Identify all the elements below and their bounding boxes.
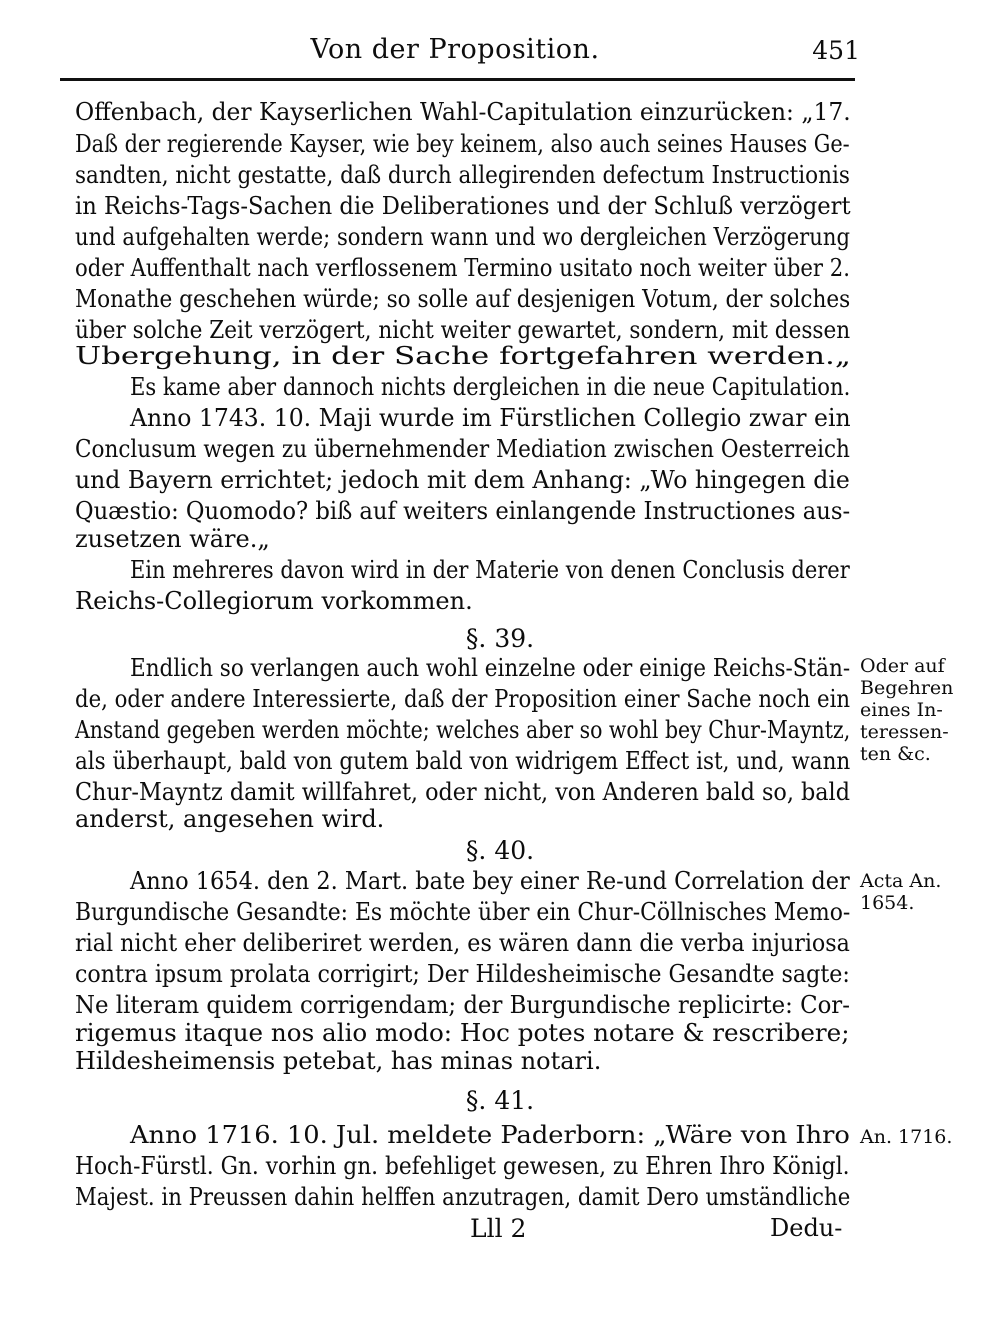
signature-mark: Lll 2	[470, 1214, 527, 1243]
text-line: Quæstio: Quomodo? biß auf weiters einlangende Instructiones aus-	[75, 497, 851, 525]
text-line: Endlich so verlangen auch wohl einzelne oder einige Reichs-Stän-	[130, 654, 851, 682]
section-heading: §. 41.	[465, 1086, 535, 1115]
text-line: Hildesheimensis petebat, has minas notari.	[75, 1047, 602, 1075]
text-line: zusetzen wäre.„	[75, 525, 270, 553]
running-title: Von der Proposition.	[310, 34, 600, 65]
text-line: Reichs-Collegiorum vorkommen.	[75, 587, 473, 615]
margin-note-line: Oder auf	[860, 655, 945, 677]
text-line: Ne literam quidem corrigendam; der Burgundische replicirte: Cor-	[75, 991, 850, 1019]
page-number: 451	[812, 36, 860, 65]
text-line: Monathe geschehen würde; so solle auf desjenigen Votum, der solches	[75, 285, 851, 313]
text-line: contra ipsum prolata corrigirt; Der Hildesheimische Gesandte sagte:	[75, 960, 850, 988]
text-line: und aufgehalten werde; sondern wann und wo dergleichen Verzögerung	[75, 223, 850, 251]
text-line: Conclusum wegen zu übernehmender Mediation zwischen Oesterreich	[75, 435, 850, 463]
margin-note-line: An. 1716.	[860, 1126, 953, 1148]
section-heading: §. 40.	[465, 836, 535, 865]
text-line: als überhaupt, bald von gutem bald von widrigem Effect ist, und, wann	[75, 747, 851, 775]
text-line: und Bayern errichtet; jedoch mit dem Anhang: „Wo hingegen die	[75, 466, 850, 494]
text-line: Anno 1716. 10. Jul. meldete Paderborn: „Wäre von Ihro	[130, 1121, 850, 1149]
text-line: de, oder andere Interessierte, daß der Proposition einer Sache noch ein	[75, 685, 851, 713]
text-line: Majest. in Preussen dahin helffen anzutragen, damit Dero umständliche	[75, 1183, 851, 1211]
header-rule	[60, 78, 855, 81]
text-line: Es kame aber dannoch nichts dergleichen in die neue Capitulation.	[130, 373, 851, 401]
text-line: oder Auffenthalt nach verflossenem Termino usitato noch weiter über 2.	[75, 254, 850, 282]
margin-note-line: eines In-	[860, 699, 943, 721]
margin-note	[860, 1126, 952, 1148]
text-line: Anno 1654. den 2. Mart. bate bey einer Re-und Correlation der	[130, 867, 850, 895]
text-line: Anstand gegeben werden möchte; welches aber so wohl bey Chur-Mayntz,	[75, 716, 851, 744]
margin-note-line: Acta An.	[860, 870, 942, 892]
page-header	[60, 28, 860, 80]
text-line: rial nicht eher deliberiret werden, es wären dann die verba injuriosa	[75, 929, 850, 957]
margin-note-line: teressen-	[860, 721, 949, 743]
margin-note	[860, 655, 953, 765]
text-line: sandten, nicht gestatte, daß durch allegirenden defectum Instructionis	[75, 161, 850, 189]
text-line: Chur-Mayntz damit willfahret, oder nicht, von Anderen bald so, bald	[75, 778, 850, 806]
text-line: Ein mehreres davon wird in der Materie von denen Conclusis derer	[130, 556, 850, 584]
margin-note-line: 1654.	[860, 892, 915, 914]
catchword: Dedu-	[770, 1214, 843, 1242]
text-line: Offenbach, der Kayserlichen Wahl-Capitulation einzurücken: „17.	[75, 98, 851, 126]
margin-note	[860, 870, 941, 914]
text-line: Burgundische Gesandte: Es möchte über ein Chur-Cöllnisches Memo-	[75, 898, 851, 926]
text-line: Hoch-Fürstl. Gn. vorhin gn. befehliget gewesen, zu Ehren Ihro Königl.	[75, 1152, 850, 1180]
margin-note-line: Begehren	[860, 677, 954, 699]
text-line: rigemus itaque nos alio modo: Hoc potes notare & rescribere;	[75, 1019, 850, 1047]
text-line: Daß der regierende Kayser, wie bey keinem, also auch seines Hauses Ge-	[75, 130, 850, 158]
section-heading: §. 39.	[465, 624, 535, 653]
text-line: anderst, angesehen wird.	[75, 805, 385, 833]
text-line: in Reichs-Tags-Sachen die Deliberationes und der Schluß verzögert	[75, 192, 851, 220]
text-line: über solche Zeit verzögert, nicht weiter gewartet, sondern, mit dessen	[75, 316, 851, 344]
text-line: Ubergehung, in der Sache fortgefahren werden.„	[75, 342, 851, 370]
text-line: Anno 1743. 10. Maji wurde im Fürstlichen Collegio zwar ein	[130, 404, 851, 432]
margin-note-line: ten &c.	[860, 743, 931, 765]
